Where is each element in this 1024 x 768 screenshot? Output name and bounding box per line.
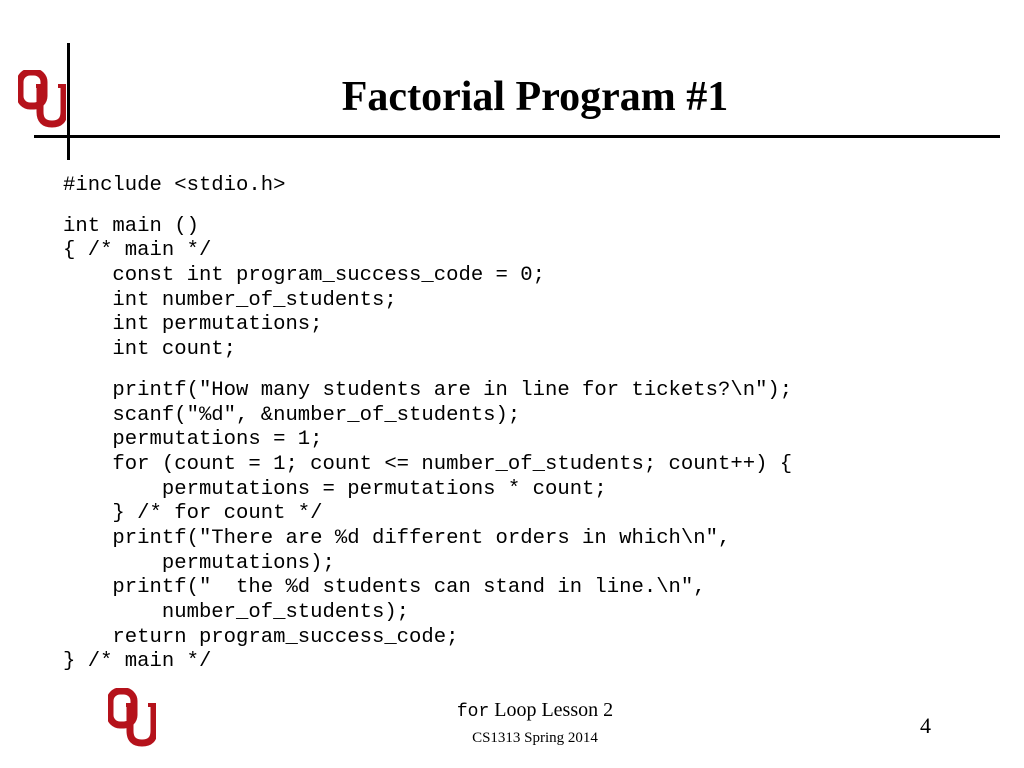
code-line: int permutations; [63, 313, 323, 337]
code-line: const int program_success_code = 0; [63, 264, 545, 288]
code-line: permutations = permutations * count; [63, 477, 607, 501]
code-line: int main () [63, 214, 199, 238]
horizontal-rule [34, 135, 1000, 138]
code-line: int count; [63, 338, 237, 362]
code-gap [63, 363, 792, 379]
ou-logo-icon [108, 688, 156, 748]
footer [380, 698, 690, 748]
code-line: } /* main */ [63, 650, 212, 674]
page-number: 4 [920, 713, 931, 738]
code-line: int number_of_students; [63, 288, 397, 312]
code-line: return program_success_code; [63, 625, 459, 649]
code-line: } /* for count */ [63, 502, 323, 526]
code-line: scanf("%d", &number_of_students); [63, 403, 521, 427]
slide-title: Factorial Program #1 [341, 74, 729, 120]
code-line: permutations); [63, 551, 335, 575]
code-line: { /* main */ [63, 239, 212, 263]
lesson-title [380, 698, 690, 724]
code-line: printf("There are %d different orders in which\n", [63, 526, 731, 550]
lesson-keyword: for [456, 702, 490, 722]
ou-logo-icon [18, 70, 66, 128]
lesson-title-text: Loop Lesson 2 [489, 699, 614, 721]
code-line: number_of_students); [63, 601, 410, 624]
code-block [63, 174, 792, 675]
code-gap [63, 199, 792, 215]
code-line: #include <stdio.h> [63, 174, 286, 197]
code-line: printf(" the %d students can stand in line.\n", [63, 576, 706, 600]
code-line: for (count = 1; count <= number_of_students; count++) { [63, 452, 793, 476]
course-label: CS1313 Spring 2014 [472, 730, 598, 746]
code-line: printf("How many students are in line for tickets?\n"); [63, 378, 793, 402]
code-line: permutations = 1; [63, 428, 323, 452]
